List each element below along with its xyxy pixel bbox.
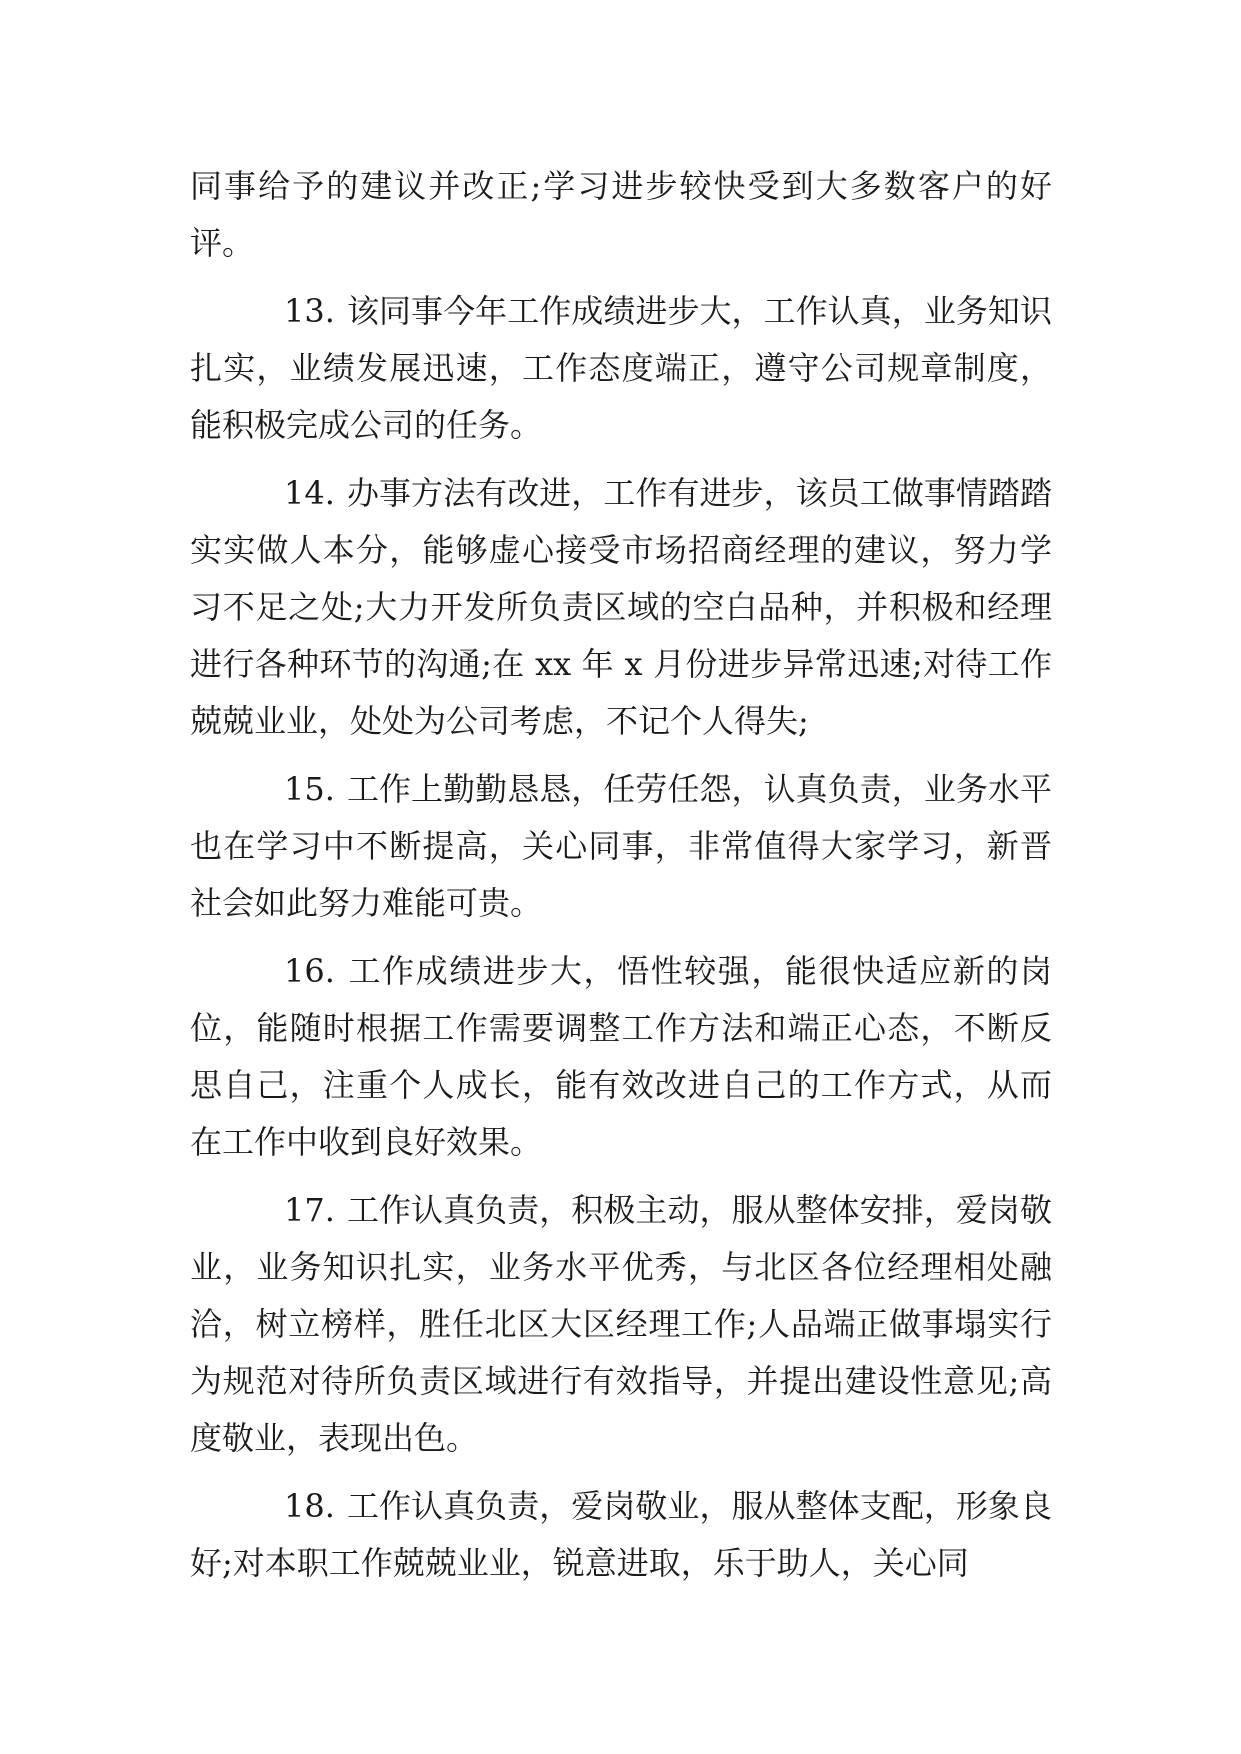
paragraph-16 <box>190 943 1052 1171</box>
paragraph-text: 办事方法有改进，工作有进步，该员工做事情踏踏实实做人本分，能够虚心接受市场招商经理的建议，努力学习不足之处;大力开发所负责区域的空白品种，并积极和经理进行各种环节的沟通;在 xx 年 x 月份进步异常迅速;对待工作兢兢业业，处处为公司考虑，不记个人得失; <box>190 474 1052 740</box>
paragraph-number: 15. <box>284 770 335 808</box>
paragraph-text: 工作认真负责，爱岗敬业，服从整体支配，形象良好;对本职工作兢兢业业，锐意进取，乐于助人，关心同 <box>190 1487 1052 1582</box>
paragraph-text: 工作上勤勤恳恳，任劳任怨，认真负责，业务水平也在学习中不断提高，关心同事，非常值得大家学习，新晋社会如此努力难能可贵。 <box>190 770 1052 922</box>
paragraph-15 <box>190 761 1052 932</box>
paragraph-13 <box>190 283 1052 454</box>
paragraph-number: 17. <box>284 1191 335 1229</box>
paragraph-18 <box>190 1478 1052 1592</box>
document-body <box>190 158 1052 1603</box>
paragraph-text: 该同事今年工作成绩进步大，工作认真，业务知识扎实，业绩发展迅速，工作态度端正，遵守公司规章制度，能积极完成公司的任务。 <box>190 292 1052 444</box>
paragraph-continuation <box>190 158 1052 272</box>
paragraph-number: 18. <box>284 1487 335 1525</box>
paragraph-text: 工作成绩进步大，悟性较强，能很快适应新的岗位，能随时根据工作需要调整工作方法和端正心态，不断反思自己，注重个人成长，能有效改进自己的工作方式，从而在工作中收到良好效果。 <box>190 952 1052 1161</box>
paragraph-17 <box>190 1182 1052 1467</box>
paragraph-14 <box>190 465 1052 750</box>
paragraph-text: 同事给予的建议并改正;学习进步较快受到大多数客户的好评。 <box>190 167 1052 262</box>
paragraph-number: 16. <box>284 952 335 990</box>
paragraph-number: 13. <box>284 292 335 330</box>
paragraph-text: 工作认真负责，积极主动，服从整体安排，爱岗敬业，业务知识扎实，业务水平优秀，与北区各位经理相处融洽，树立榜样，胜任北区大区经理工作;人品端正做事塌实行为规范对待所负责区域进行有效指导，并提出建设性意见;高度敬业，表现出色。 <box>190 1191 1052 1457</box>
paragraph-number: 14. <box>284 474 335 512</box>
